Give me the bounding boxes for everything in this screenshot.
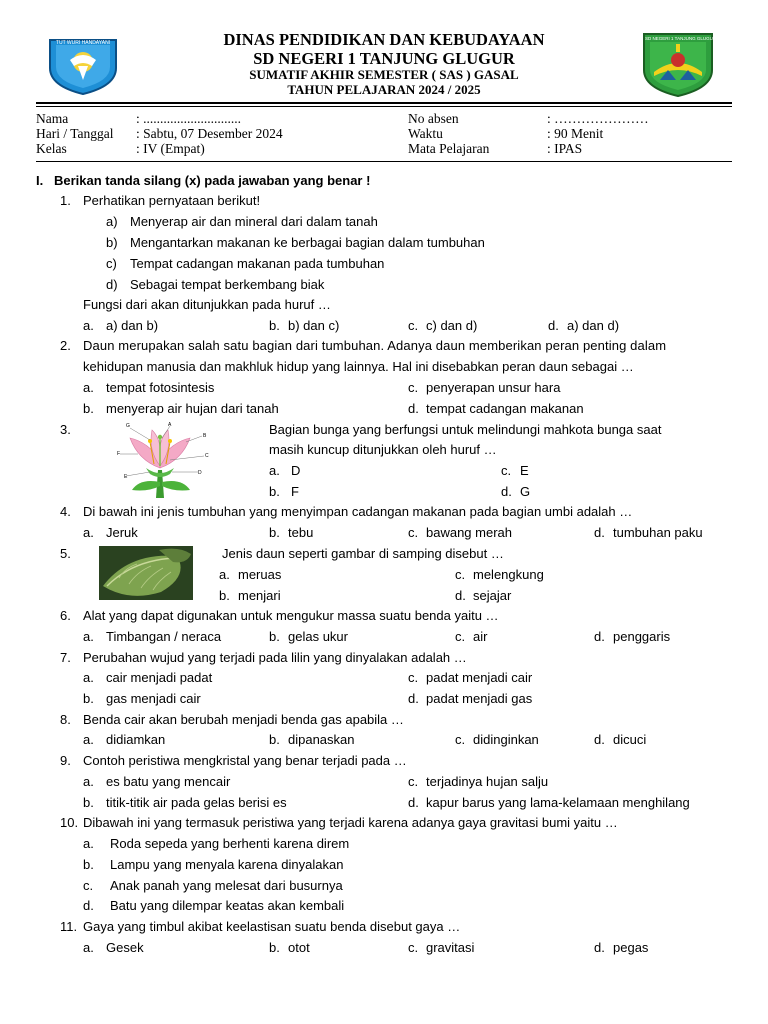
nama-label: Nama: [36, 111, 69, 126]
logo-right-text: SD NEGERI 1 TANJUNG GLUGUR: [645, 36, 717, 41]
q3-text-line1: Bagian bunga yang berfungsi untuk melindungi mahkota bunga saat: [269, 422, 662, 437]
q4-text: Di bawah ini jenis tumbuhan yang menyimpan cadangan makanan pada bagian umbi adalah …: [83, 504, 633, 519]
q4-option-text[interactable]: tumbuhan paku: [613, 525, 703, 540]
q5-option-text[interactable]: sejajar: [473, 588, 512, 603]
q1-option-label[interactable]: c.: [408, 318, 419, 333]
q9-option-label[interactable]: d.: [408, 795, 419, 810]
q7-option-label[interactable]: c.: [408, 670, 419, 685]
q1-text: Perhatikan pernyataan berikut!: [83, 193, 261, 208]
q1-option-label[interactable]: b.: [269, 318, 280, 333]
q10-option-text[interactable]: Lampu yang menyala karena dinyalakan: [110, 857, 344, 872]
waktu-label: Waktu: [408, 126, 443, 141]
q5-option-label[interactable]: a.: [219, 567, 230, 582]
q1-statement-text: Sebagai tempat berkembang biak: [130, 277, 325, 292]
q3-option-text[interactable]: F: [291, 484, 299, 499]
q4-option-text[interactable]: tebu: [288, 525, 314, 540]
q10-option-text[interactable]: Batu yang dilempar keatas akan kembali: [110, 898, 345, 913]
q3-option-label[interactable]: b.: [269, 484, 280, 499]
q5-number: 5.: [60, 546, 71, 561]
q7-option-label[interactable]: b.: [83, 691, 94, 706]
q1-prompt: Fungsi dari akan ditunjukkan pada huruf …: [83, 297, 331, 312]
absen-label: No absen: [408, 111, 459, 126]
flower-label: E: [124, 474, 128, 480]
q1-statement-label: d): [106, 277, 118, 292]
q2-option-label[interactable]: c.: [408, 380, 419, 395]
q9-option-text[interactable]: es batu yang mencair: [106, 774, 231, 789]
q3-option-text[interactable]: D: [291, 463, 301, 478]
kelas-label: Kelas: [36, 141, 67, 156]
q2-option-label[interactable]: a.: [83, 380, 94, 395]
q4-option-label[interactable]: c.: [408, 525, 419, 540]
header-rule-thin: [36, 106, 732, 107]
q5-option-text[interactable]: melengkung: [473, 567, 544, 582]
q3-option-label[interactable]: d.: [501, 484, 512, 499]
q6-option-text[interactable]: penggaris: [613, 629, 671, 644]
q9-number: 9.: [60, 753, 71, 768]
q11-option-label[interactable]: c.: [408, 940, 419, 955]
q9-text: Contoh peristiwa mengkristal yang benar terjadi pada …: [83, 753, 407, 768]
section-number: I.: [36, 173, 44, 188]
flower-label: C: [205, 453, 209, 459]
q8-option-text[interactable]: dicuci: [613, 732, 647, 747]
q10-option-label[interactable]: a.: [83, 836, 94, 851]
q7-text: Perubahan wujud yang terjadi pada lilin yang dinyalakan adalah …: [83, 650, 467, 665]
q5-option-label[interactable]: b.: [219, 588, 230, 603]
q9-option-label[interactable]: c.: [408, 774, 419, 789]
hari-value: : Sabtu, 07 Desember 2024: [136, 126, 283, 141]
q11-option-label[interactable]: b.: [269, 940, 280, 955]
q1-option-label[interactable]: a.: [83, 318, 94, 333]
q2-text-line2: kehidupan manusia dan makhluk hidup yang lainnya. Hal ini disebabkan peran daun sebagai …: [83, 359, 634, 374]
q1-statement-label: c): [106, 256, 117, 271]
q3-option-text[interactable]: E: [520, 463, 529, 478]
q8-option-label[interactable]: c.: [455, 732, 466, 747]
q10-option-label[interactable]: b.: [83, 857, 94, 872]
q9-option-text[interactable]: titik-titik air pada gelas berisi es: [106, 795, 287, 810]
q9-option-text[interactable]: terjadinya hujan salju: [426, 774, 549, 789]
header-title-4: TAHUN PELAJARAN 2024 / 2025: [287, 82, 481, 97]
kelas-value: : IV (Empat): [136, 141, 205, 156]
flower-label: B: [203, 433, 207, 439]
q1-option-label[interactable]: d.: [548, 318, 559, 333]
q8-option-label[interactable]: a.: [83, 732, 94, 747]
q11-option-text[interactable]: pegas: [613, 940, 649, 955]
q1-statement-text: Menyerap air dan mineral dari dalam tanah: [130, 214, 378, 229]
q6-option-text[interactable]: Timbangan / neraca: [106, 629, 222, 644]
q6-option-text[interactable]: gelas ukur: [288, 629, 348, 644]
header-title-2: SD NEGERI 1 TANJUNG GLUGUR: [253, 49, 515, 68]
q10-option-label[interactable]: d.: [83, 898, 94, 913]
header-title-1: DINAS PENDIDIKAN DAN KEBUDAYAAN: [223, 30, 545, 49]
q2-number: 2.: [60, 338, 71, 353]
q11-option-text[interactable]: Gesek: [106, 940, 144, 955]
mapel-value: : IPAS: [547, 141, 583, 156]
q6-number: 6.: [60, 608, 71, 623]
q9-option-text[interactable]: kapur barus yang lama-kelamaan menghilang: [426, 795, 690, 810]
q7-option-text[interactable]: padat menjadi cair: [426, 670, 533, 685]
q11-option-text[interactable]: gravitasi: [426, 940, 475, 955]
q6-text: Alat yang dapat digunakan untuk mengukur massa suatu benda yaitu …: [83, 608, 499, 623]
q3-option-text[interactable]: G: [520, 484, 531, 499]
q1-option-text[interactable]: b) dan c): [288, 318, 340, 333]
header-title-3: SUMATIF AKHIR SEMESTER ( SAS ) GASAL: [249, 67, 519, 82]
q8-option-text[interactable]: didiamkan: [106, 732, 166, 747]
q6-option-label[interactable]: c.: [455, 629, 466, 644]
flower-label: D: [198, 470, 202, 476]
q3-option-label[interactable]: a.: [269, 463, 280, 478]
hari-label: Hari / Tanggal: [36, 126, 114, 141]
q2-option-label[interactable]: d.: [408, 401, 419, 416]
q5-text: Jenis daun seperti gambar di samping disebut …: [222, 546, 504, 561]
q7-number: 7.: [60, 650, 71, 665]
q10-option-text[interactable]: Anak panah yang melesat dari busurnya: [110, 878, 343, 893]
flower-label: F: [117, 451, 121, 457]
q10-text: Dibawah ini yang termasuk peristiwa yang terjadi karena adanya gaya gravitasi bumi yaitu …: [83, 815, 618, 830]
q2-option-label[interactable]: b.: [83, 401, 94, 416]
q6-option-label[interactable]: d.: [594, 629, 605, 644]
q8-option-text[interactable]: dipanaskan: [288, 732, 355, 747]
flower-label: G: [126, 423, 130, 429]
q7-option-text[interactable]: padat menjadi gas: [426, 691, 533, 706]
absen-value: : …………………: [547, 111, 649, 126]
q9-option-label[interactable]: b.: [83, 795, 94, 810]
q11-number: 11.: [60, 919, 78, 934]
q8-text: Benda cair akan berubah menjadi benda gas apabila …: [83, 712, 404, 727]
q2-option-text[interactable]: tempat cadangan makanan: [426, 401, 584, 416]
waktu-value: : 90 Menit: [547, 126, 604, 141]
q5-option-text[interactable]: meruas: [238, 567, 282, 582]
flower-label: A: [168, 422, 172, 428]
q7-option-label[interactable]: d.: [408, 691, 419, 706]
q1-statement-label: a): [106, 214, 118, 229]
q11-option-text[interactable]: otot: [288, 940, 310, 955]
q6-option-text[interactable]: air: [473, 629, 488, 644]
q7-option-text[interactable]: cair menjadi padat: [106, 670, 213, 685]
q3-number: 3.: [60, 422, 71, 437]
q2-text-line1: Daun merupakan salah satu bagian dari tumbuhan. Adanya daun memberikan peran penting dalam: [83, 338, 667, 353]
q5-option-label[interactable]: d.: [455, 588, 466, 603]
q4-option-label[interactable]: a.: [83, 525, 94, 540]
q1-option-text[interactable]: a) dan b): [106, 318, 159, 333]
info-rule: [36, 161, 732, 162]
header-rule-thick: [36, 102, 732, 104]
q5-option-text[interactable]: menjari: [238, 588, 281, 603]
q10-option-text[interactable]: Roda sepeda yang berhenti karena direm: [110, 836, 350, 851]
q1-number: 1.: [60, 193, 71, 208]
q3-text-line2: masih kuncup ditunjukkan oleh huruf …: [269, 442, 497, 457]
q11-option-label[interactable]: d.: [594, 940, 605, 955]
q8-option-label[interactable]: b.: [269, 732, 280, 747]
q4-option-label[interactable]: b.: [269, 525, 280, 540]
flower-diagram: [110, 420, 215, 498]
q8-option-text[interactable]: didinginkan: [473, 732, 539, 747]
q5-option-label[interactable]: c.: [455, 567, 466, 582]
q7-option-label[interactable]: a.: [83, 670, 94, 685]
q10-number: 10.: [60, 815, 79, 830]
q2-option-text[interactable]: penyerapan unsur hara: [426, 380, 561, 395]
q6-option-label[interactable]: b.: [269, 629, 280, 644]
q1-option-text[interactable]: c) dan d): [426, 318, 478, 333]
leaf-image: [99, 546, 193, 600]
q8-option-label[interactable]: d.: [594, 732, 605, 747]
q6-option-label[interactable]: a.: [83, 629, 94, 644]
q11-text: Gaya yang timbul akibat keelastisan suatu benda disebut gaya …: [83, 919, 461, 934]
nama-value: : .............................: [136, 111, 242, 126]
q8-number: 8.: [60, 712, 71, 727]
q1-statement-text: Mengantarkan makanan ke berbagai bagian dalam tumbuhan: [130, 235, 485, 250]
q11-option-label[interactable]: a.: [83, 940, 94, 955]
q9-option-label[interactable]: a.: [83, 774, 94, 789]
q2-option-text[interactable]: menyerap air hujan dari tanah: [106, 401, 279, 416]
section-title: Berikan tanda silang (x) pada jawaban yang benar !: [54, 173, 371, 188]
q3-option-label[interactable]: c.: [501, 463, 512, 478]
q2-option-text[interactable]: tempat fotosintesis: [106, 380, 215, 395]
q1-option-text[interactable]: a) dan d): [567, 318, 620, 333]
q10-option-label[interactable]: c.: [83, 878, 94, 893]
q4-number: 4.: [60, 504, 71, 519]
q1-statement-text: Tempat cadangan makanan pada tumbuhan: [130, 256, 385, 271]
logo-left-text: TUT WURI HANDAYANI: [55, 40, 111, 46]
q4-option-text[interactable]: Jeruk: [106, 525, 138, 540]
q4-option-text[interactable]: bawang merah: [426, 525, 512, 540]
q1-statement-label: b): [106, 235, 118, 250]
mapel-label: Mata Pelajaran: [408, 141, 490, 156]
q4-option-label[interactable]: d.: [594, 525, 605, 540]
q7-option-text[interactable]: gas menjadi cair: [106, 691, 201, 706]
